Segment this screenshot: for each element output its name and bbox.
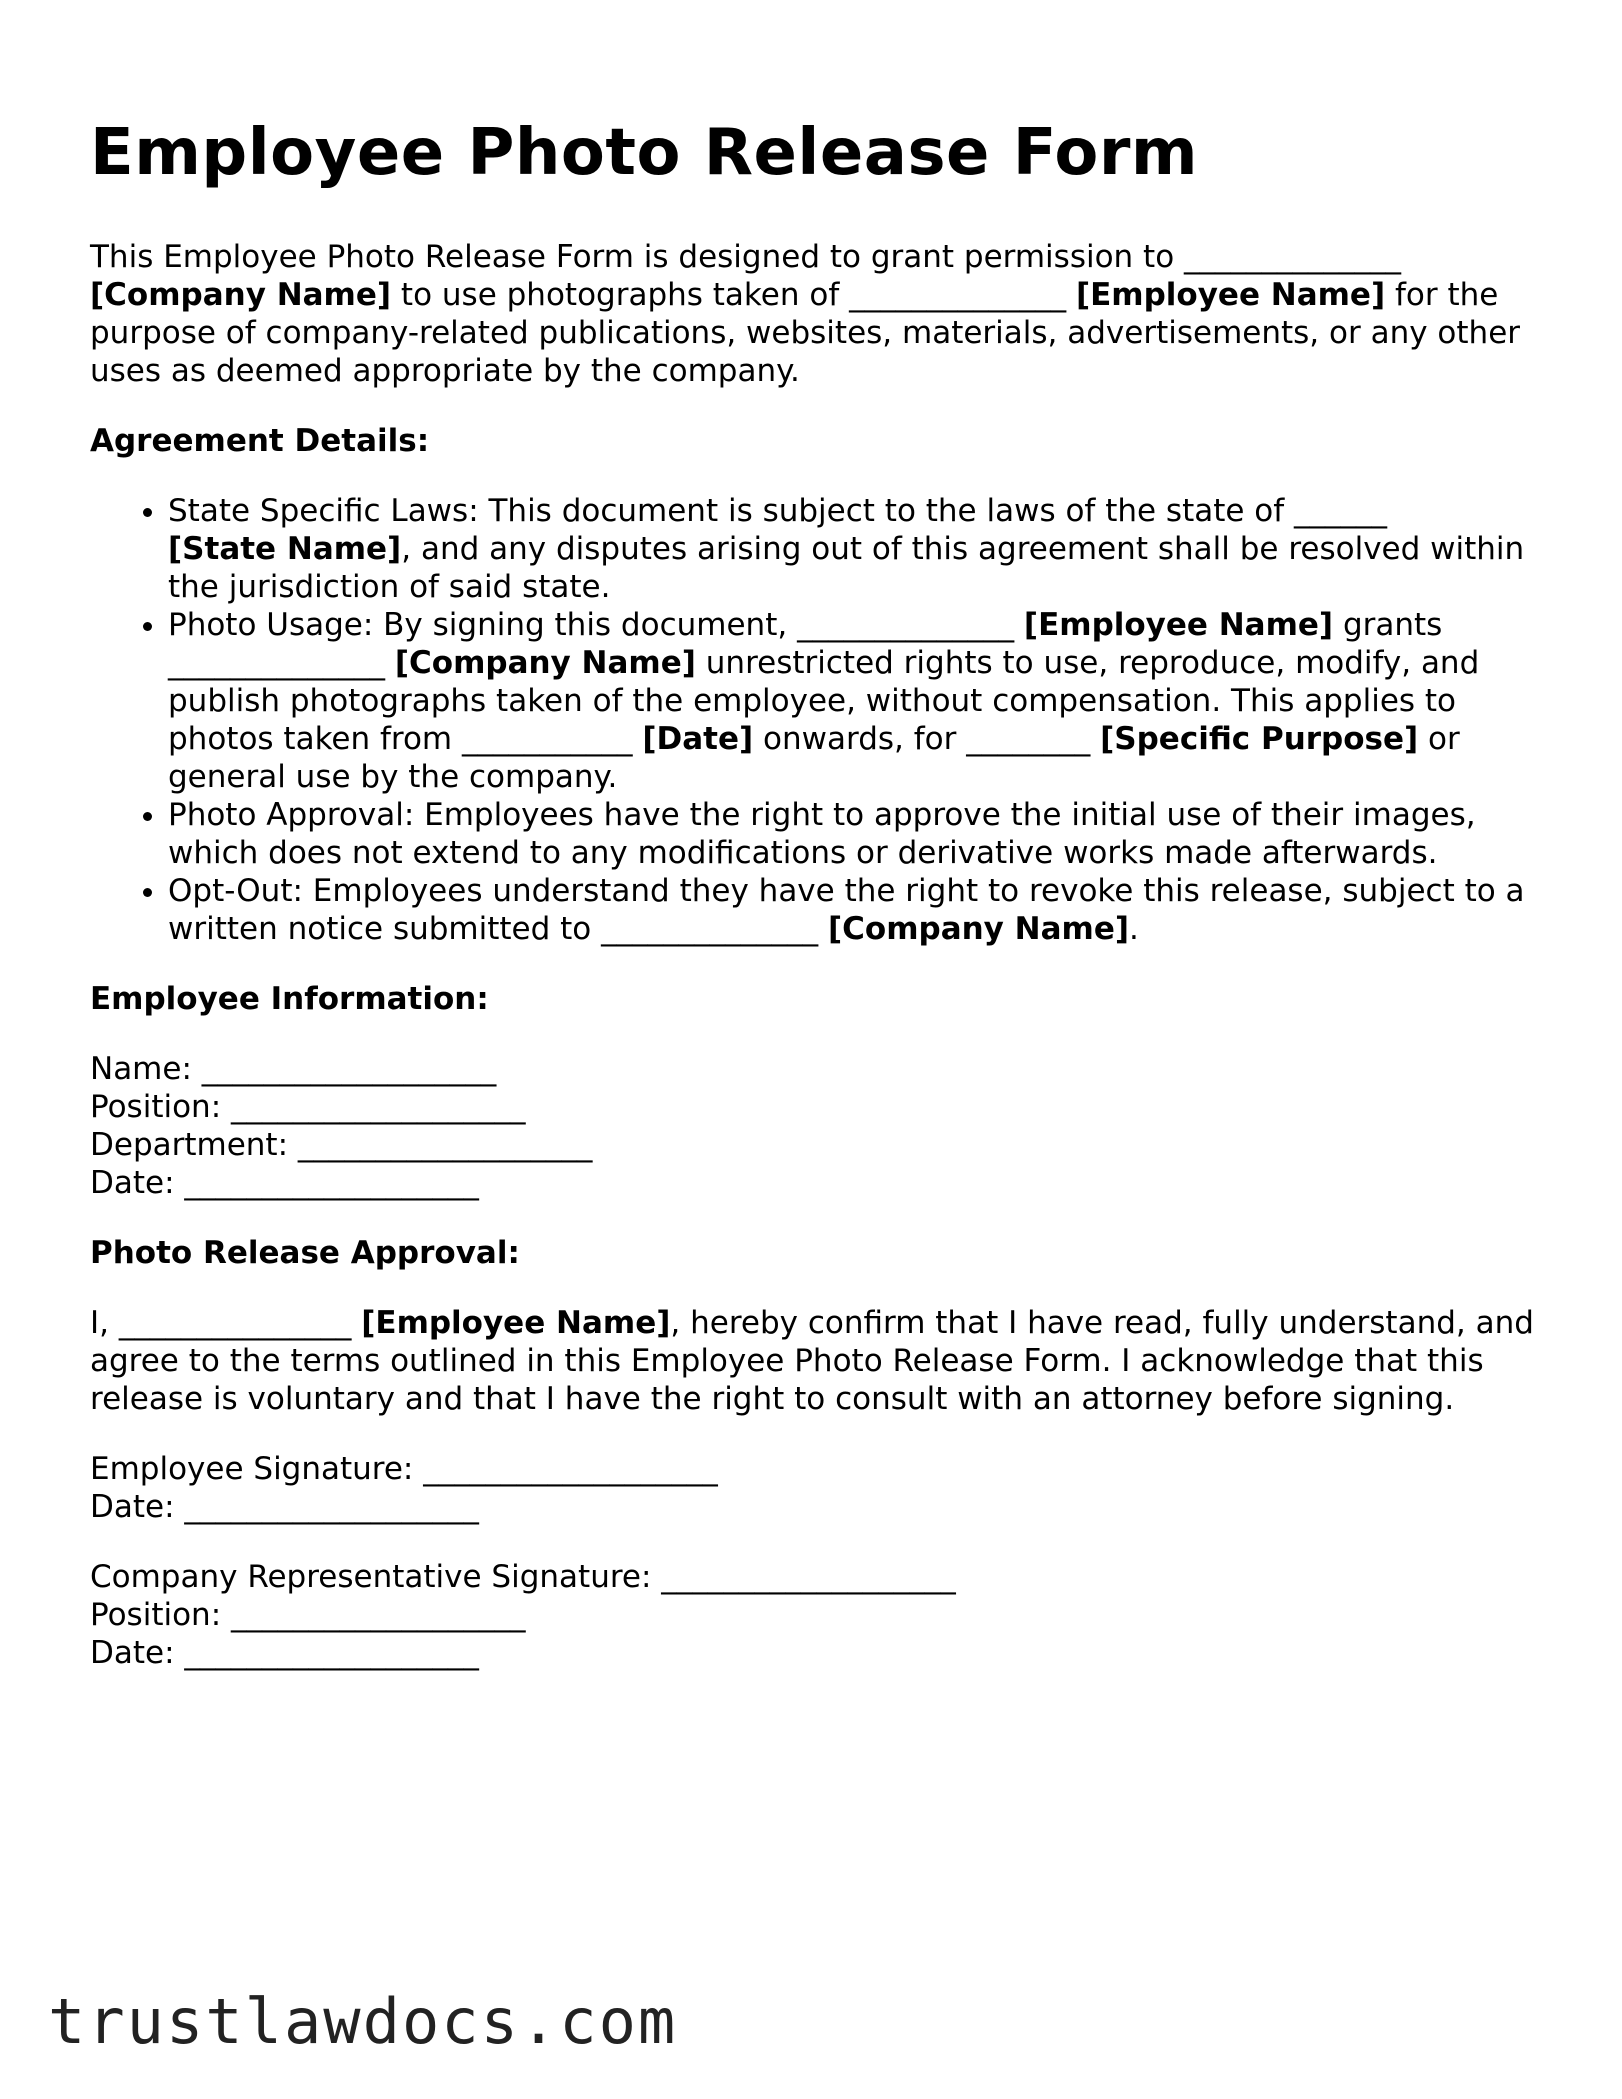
document-page — [90, 112, 1540, 1704]
list-item: • Opt-Out: Employees understand they have the right to revoke this release, subject to a written notice submitted to ______________ [Company Name]. — [168, 872, 1540, 948]
blank-field: ______________ — [1184, 239, 1402, 275]
blank-field: ______________ — [849, 277, 1067, 313]
blank-field: ______________ — [601, 911, 819, 947]
blank-field: ___________ — [462, 721, 633, 757]
date-field: Date: ___________________ — [90, 1165, 479, 1201]
blank-field: ______________ — [797, 607, 1015, 643]
placeholder-employee-name: [Employee Name] — [1075, 277, 1386, 313]
employee-info-heading: Employee Information: — [90, 981, 489, 1017]
blank-field: ______ — [1294, 493, 1388, 529]
employee-signature-block — [90, 1450, 1540, 1526]
placeholder-company-name: [Company Name] — [827, 911, 1130, 947]
placeholder-company-name: [Company Name] — [90, 277, 392, 313]
company-date-field: Date: ___________________ — [90, 1635, 479, 1671]
placeholder-employee-name: [Employee Name] — [361, 1305, 671, 1341]
approval-heading: Photo Release Approval: — [90, 1235, 520, 1271]
company-position-field: Position: ___________________ — [90, 1597, 526, 1633]
name-field: Name: ___________________ — [90, 1051, 497, 1087]
placeholder-state-name: [State Name] — [168, 531, 402, 567]
department-field: Department: ___________________ — [90, 1127, 593, 1163]
position-field: Position: ___________________ — [90, 1089, 526, 1125]
agreement-list — [90, 492, 1540, 948]
employee-signature-field: Employee Signature: ___________________ — [90, 1451, 718, 1487]
agreement-heading: Agreement Details: — [90, 423, 430, 459]
placeholder-specific-purpose: [Specific Purpose] — [1100, 721, 1419, 757]
page-title: Employee Photo Release Form — [90, 116, 1199, 190]
placeholder-date: [Date] — [642, 721, 754, 757]
blank-field: ______________ — [168, 645, 385, 681]
company-signature-block — [90, 1558, 1540, 1672]
list-item: • Photo Usage: By signing this document, ______________ [Employee Name] grants ______________ [Company Name] unrestricted rights to use, reproduce, modify, and publish photographs taken of the employee, without compensation. This applies to photos taken from ___________ [Date] onwards, for ________ [Specific Purpose] or general use by the company. — [168, 606, 1540, 796]
blank-field: _______________ — [118, 1305, 352, 1341]
company-signature-field: Company Representative Signature: ___________________ — [90, 1559, 956, 1595]
employee-info-fields — [90, 1050, 1540, 1202]
list-item: • Photo Approval: Employees have the right to approve the initial use of their images, which does not extend to any modifications or derivative works made afterwards. — [168, 796, 1540, 872]
approval-paragraph: I, _______________ [Employee Name], hereby confirm that I have read, fully understand, and agree to the terms outlined in this Employee Photo Release Form. I acknowledge that this release is voluntary and that I have the right to consult with an attorney before signing. — [90, 1305, 1534, 1417]
watermark: trustlawdocs.com — [48, 1985, 678, 2058]
intro-paragraph: This Employee Photo Release Form is designed to grant permission to ______________ [Company Name] to use photographs taken of ______________ [Employee Name] for the purpose of company-related publications, websites, materials, advertisements, or any other uses as deemed appropriate by the company. — [90, 239, 1521, 389]
blank-field: ________ — [966, 721, 1091, 757]
list-item: • State Specific Laws: This document is subject to the laws of the state of ______ [State Name], and any disputes arising out of this agreement shall be resolved within the jurisdiction of said state. — [168, 492, 1540, 606]
placeholder-employee-name: [Employee Name] — [1023, 607, 1334, 643]
placeholder-company-name: [Company Name] — [394, 645, 696, 681]
employee-date-field: Date: ___________________ — [90, 1489, 479, 1525]
